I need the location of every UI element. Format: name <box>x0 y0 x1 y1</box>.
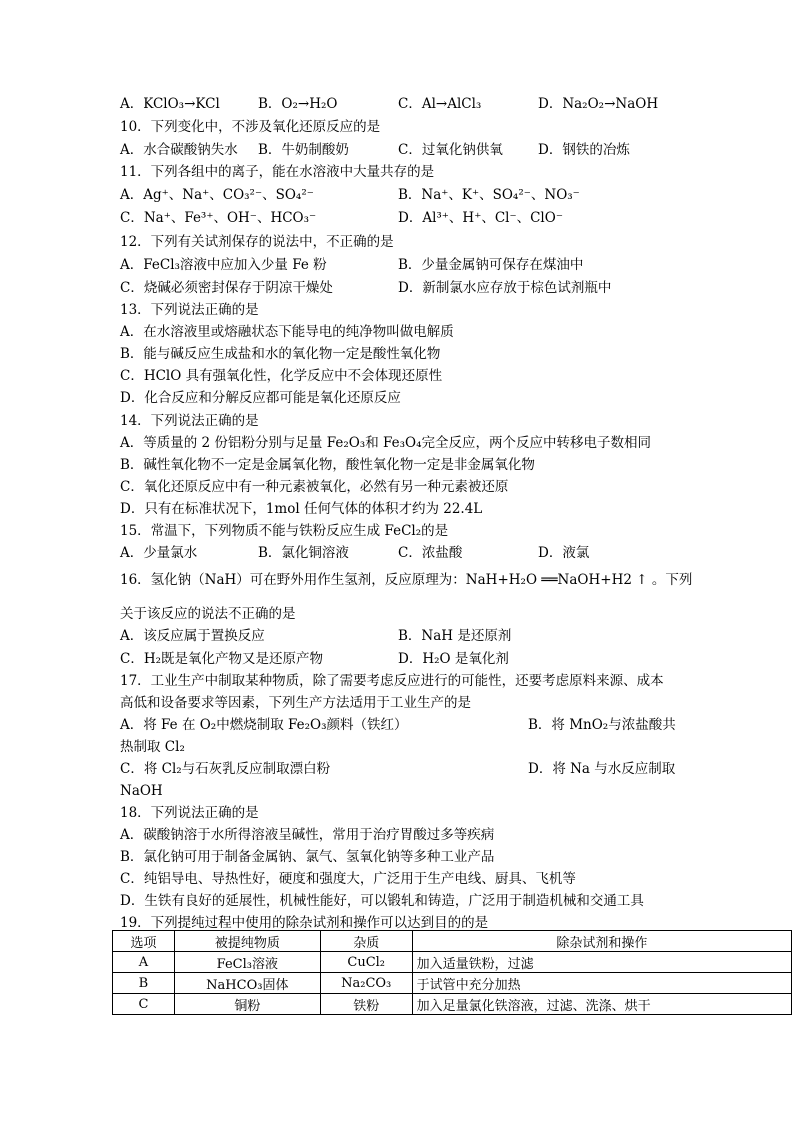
text-line: 13．下列说法正确的是 <box>120 302 259 318</box>
text-line: B．NaH 是还原剂 <box>398 628 512 644</box>
text-line: A．碳酸钠溶于水所得溶液呈碱性，常用于治疗胃酸过多等疾病 <box>120 827 495 843</box>
text-line: C．氧化还原反应中有一种元素被氧化，必然有另一种元素被还原 <box>120 479 509 495</box>
text-line: C．HClO 具有强氧化性，化学反应中不会体现还原性 <box>120 368 443 384</box>
text-line: B．牛奶制酸奶 <box>258 142 349 158</box>
text-line: 17．工业生产中制取某种物质，除了需要考虑反应进行的可能性，还要考虑原料来源、成本 <box>120 673 664 689</box>
table-row <box>113 952 792 973</box>
text-line: B．将 MnO₂与浓盐酸共 <box>528 717 676 733</box>
table-header: 杂质 <box>320 931 412 952</box>
text-line: D．Al³⁺、H⁺、Cl⁻、ClO⁻ <box>398 210 563 226</box>
table-cell: B <box>113 973 175 994</box>
text-line: C．烧碱必须密封保存于阴凉干燥处 <box>120 280 333 296</box>
table-cell: 加入足量氯化铁溶液，过滤、洗涤、烘干 <box>412 994 791 1015</box>
text-line: B．能与碱反应生成盐和水的氧化物一定是酸性氧化物 <box>120 346 441 362</box>
text-line: D．液氯 <box>538 545 590 561</box>
text-line: 12．下列有关试剂保存的说法中，不正确的是 <box>120 234 394 250</box>
text-line: A．将 Fe 在 O₂中燃烧制取 Fe₂O₃颜料（铁红） <box>120 717 408 733</box>
text-line: A．在水溶液里或熔融状态下能导电的纯净物叫做电解质 <box>120 324 454 340</box>
table-cell: 加入适量铁粉，过滤 <box>412 952 791 973</box>
table-row <box>113 973 792 994</box>
purification-table <box>112 930 792 1015</box>
table-header: 除杂试剂和操作 <box>412 931 791 952</box>
text-line: A．水合碳酸钠失水 <box>120 142 238 158</box>
text-line: A．少量氯水 <box>120 545 198 561</box>
text-line: 19．下列提纯过程中使用的除杂试剂和操作可以达到目的的是 <box>120 915 489 931</box>
text-line: C．Na⁺、Fe³⁺、OH⁻、HCO₃⁻ <box>120 210 317 226</box>
text-line: 高低和设备要求等因素，下列生产方法适用于工业生产的是 <box>120 695 471 711</box>
table-header: 被提纯物质 <box>174 931 320 952</box>
text-line: B．O₂→H₂O <box>258 96 338 112</box>
table-row <box>113 994 792 1015</box>
text-line: D．Na₂O₂→NaOH <box>538 96 659 112</box>
text-line: C．过氧化钠供氧 <box>398 142 503 158</box>
text-line: A．FeCl₃溶液中应加入少量 Fe 粉 <box>120 257 327 273</box>
text-line: D．生铁有良好的延展性，机械性能好，可以锻轧和铸造，广泛用于制造机械和交通工具 <box>120 893 644 909</box>
text-line: D．新制氯水应存放于棕色试剂瓶中 <box>398 280 612 296</box>
table-cell: 铜粉 <box>174 994 320 1015</box>
text-line: 关于该反应的说法不正确的是 <box>120 606 296 622</box>
text-line: C．浓盐酸 <box>398 545 463 561</box>
table-cell: Na₂CO₃ <box>320 973 412 994</box>
text-line: D．将 Na 与水反应制取 <box>528 761 676 777</box>
table-cell: 于试管中充分加热 <box>412 973 791 994</box>
text-line: NaOH <box>120 783 163 799</box>
table-cell: 铁粉 <box>320 994 412 1015</box>
text-line: D．钢铁的冶炼 <box>538 142 630 158</box>
text-line: A．等质量的 2 份铝粉分别与足量 Fe₂O₃和 Fe₃O₄完全反应，两个反应中转移电子数相同 <box>120 435 652 451</box>
table-cell: NaHCO₃固体 <box>174 973 320 994</box>
text-line: A．Ag⁺、Na⁺、CO₃²⁻、SO₄²⁻ <box>120 187 314 203</box>
table-header-row <box>113 931 792 952</box>
table-cell: A <box>113 952 175 973</box>
table-cell: C <box>113 994 175 1015</box>
table-cell: CuCl₂ <box>320 952 412 973</box>
text-line: A．KClO₃→KCl <box>120 96 220 112</box>
text-line: D．化合反应和分解反应都可能是氧化还原反应 <box>120 390 401 406</box>
text-line: B．碱性氧化物不一定是金属氧化物，酸性氧化物一定是非金属氧化物 <box>120 457 535 473</box>
text-line: D．只有在标准状况下，1mol 任何气体的体积才约为 22.4L <box>120 501 483 517</box>
text-line: B．氯化铜溶液 <box>258 545 349 561</box>
text-line: 11．下列各组中的离子，能在水溶液中大量共存的是 <box>120 164 435 180</box>
text-line: B．少量金属钠可保存在煤油中 <box>398 257 584 273</box>
text-line: 热制取 Cl₂ <box>120 739 185 755</box>
text-line: D．H₂O 是氧化剂 <box>398 651 509 667</box>
text-line: A．该反应属于置换反应 <box>120 628 265 644</box>
text-line: B．Na⁺、K⁺、SO₄²⁻、NO₃⁻ <box>398 187 580 203</box>
text-line: B．氯化钠可用于制备金属钠、氯气、氢氧化钠等多种工业产品 <box>120 849 495 865</box>
text-line: C．Al→AlCl₃ <box>398 96 482 112</box>
text-line: 18．下列说法正确的是 <box>120 805 259 821</box>
table-header: 选项 <box>113 931 175 952</box>
text-line: C．H₂既是氧化产物又是还原产物 <box>120 651 324 667</box>
text-line: 15．常温下，下列物质不能与铁粉反应生成 FeCl₂的是 <box>120 523 449 539</box>
text-line: C．将 Cl₂与石灰乳反应制取漂白粉 <box>120 761 331 777</box>
table-cell: FeCl₃溶液 <box>174 952 320 973</box>
text-line: 16．氢化钠（NaH）可在野外用作生氢剂，反应原理为：NaH+H₂O ══NaOH+H2 ↑ 。下列 <box>120 572 693 588</box>
text-line: 14．下列说法正确的是 <box>120 413 259 429</box>
text-line: 10．下列变化中，不涉及氧化还原反应的是 <box>120 119 381 135</box>
text-line: C．纯铝导电、导热性好，硬度和强度大，广泛用于生产电线、厨具、飞机等 <box>120 871 576 887</box>
